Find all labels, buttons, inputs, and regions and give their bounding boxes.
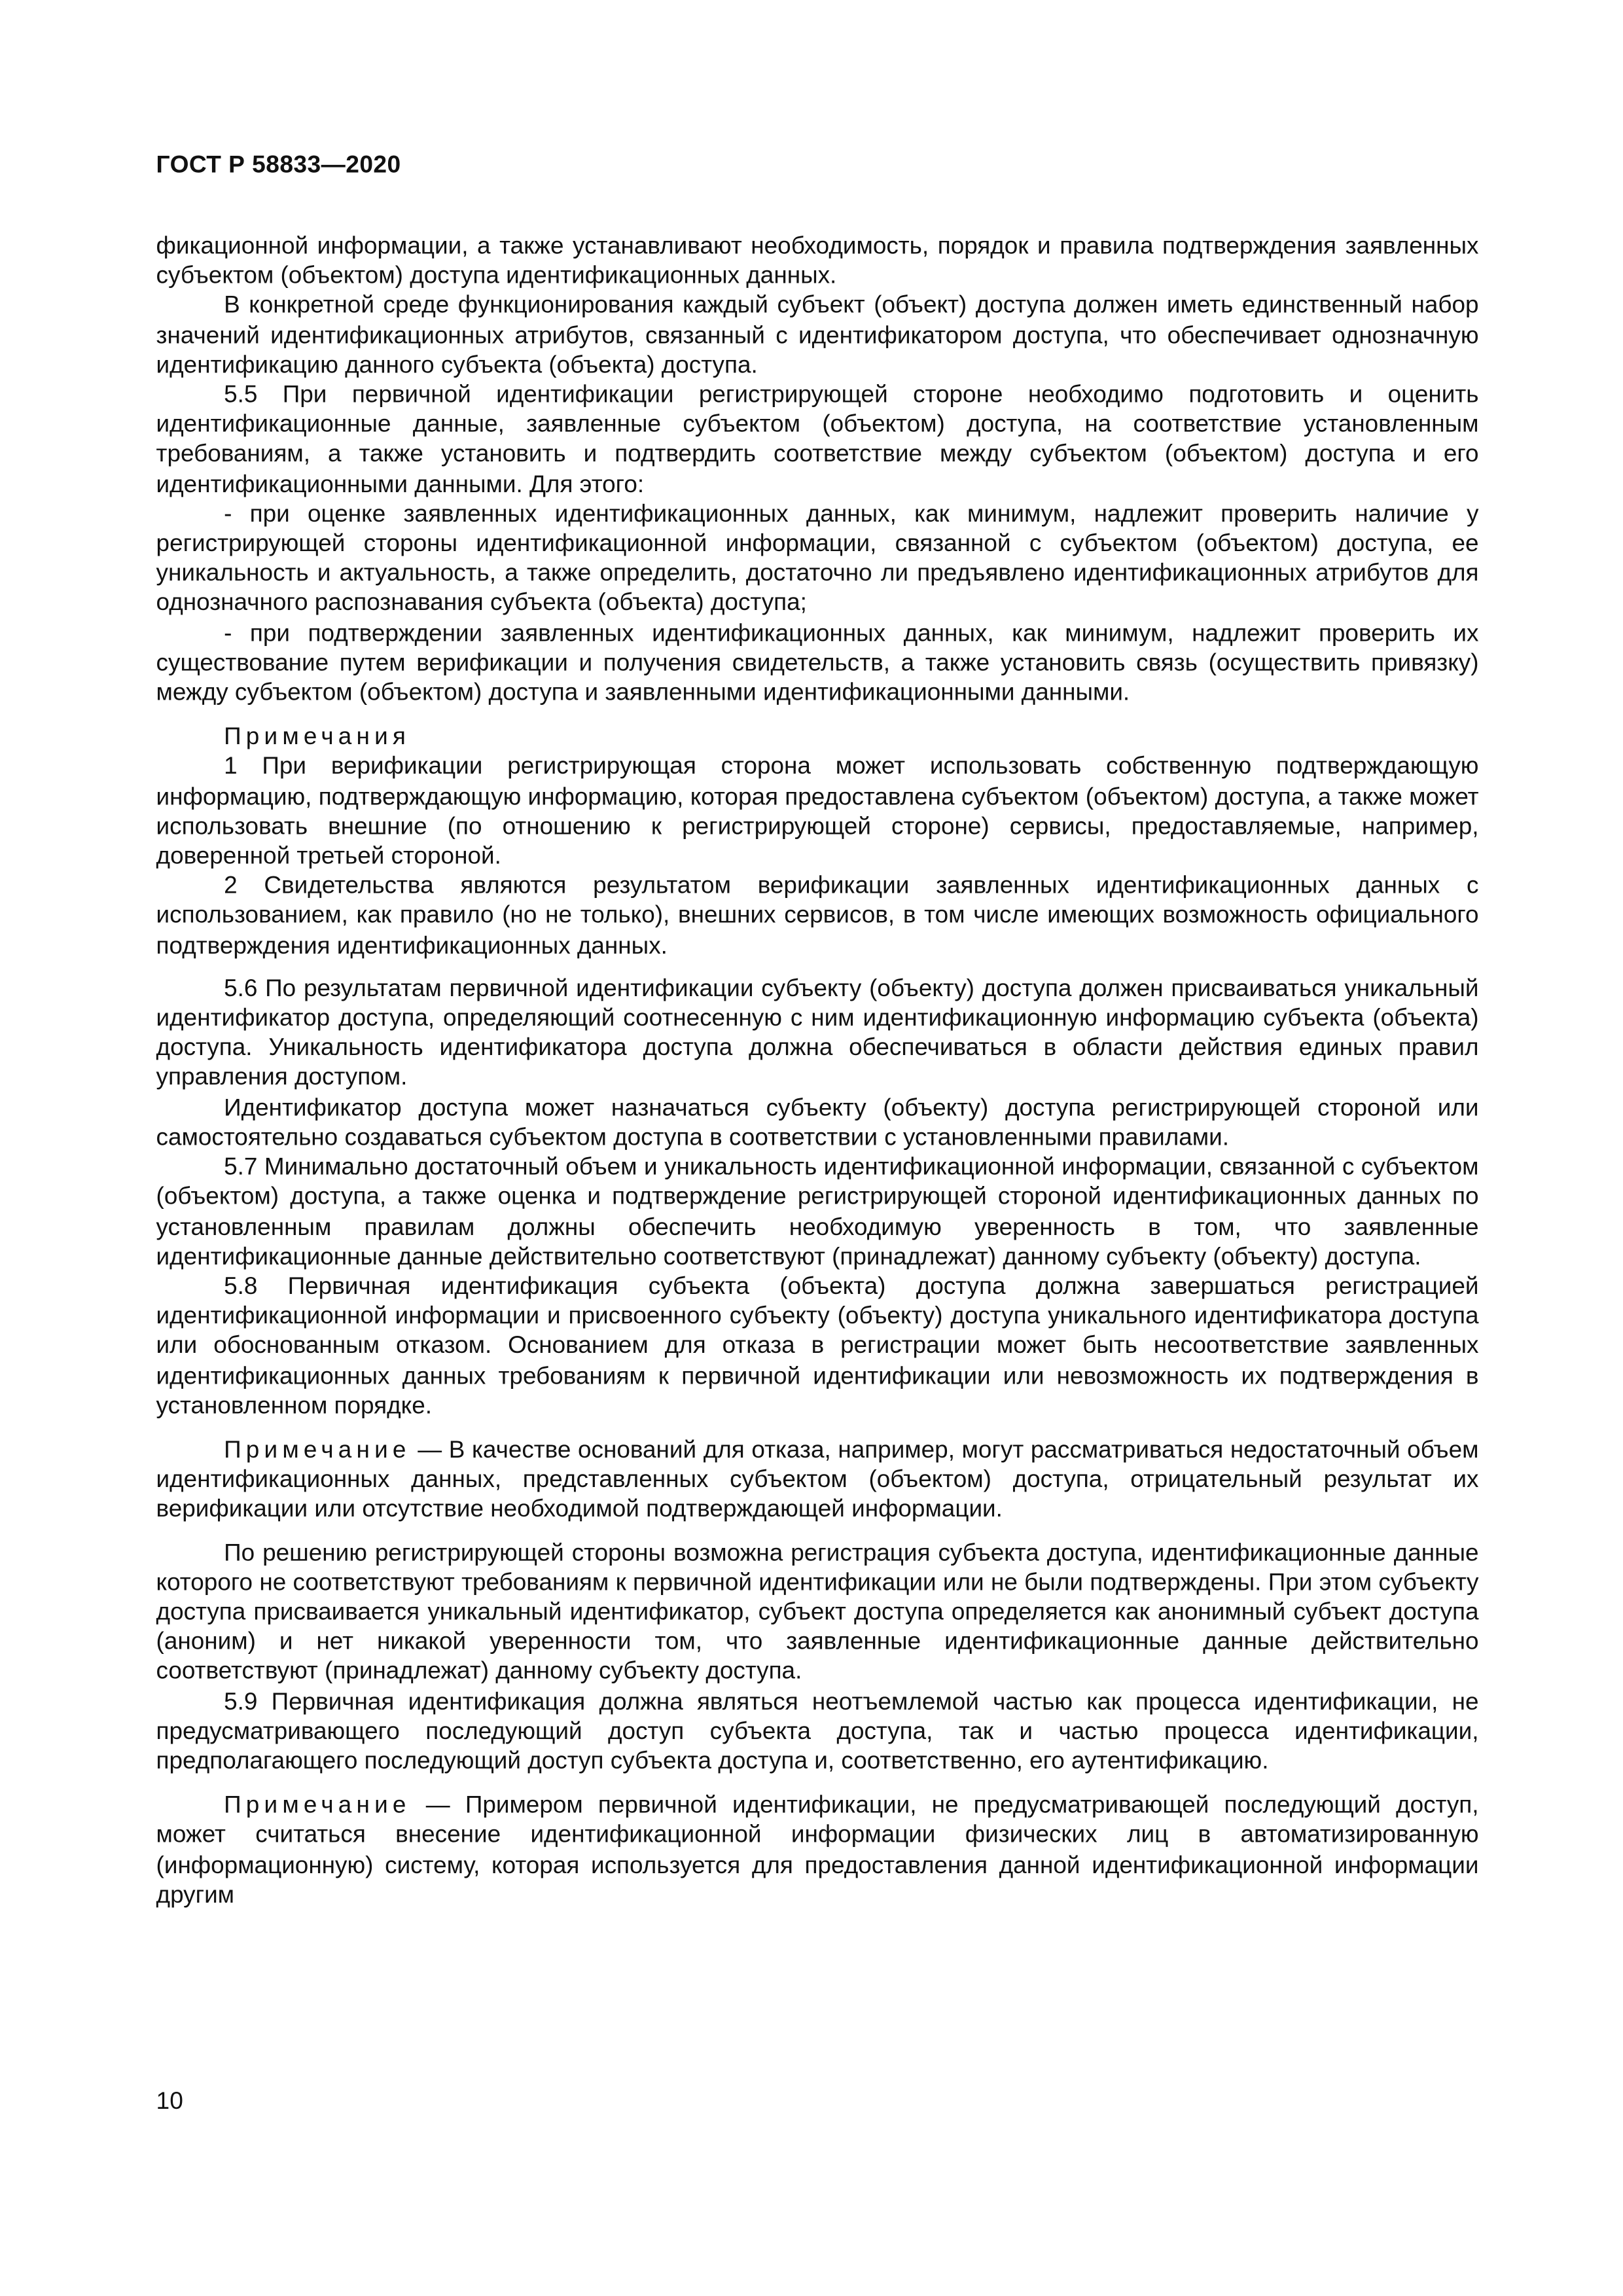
page-body xyxy=(156,232,1479,1910)
document-code-header: ГОСТ Р 58833—2020 xyxy=(156,151,401,179)
note-example-text: — Примером первичной идентификации, не предусматривающей последующий доступ, может считаться внесение идентификационной информации физических лиц в автоматизированную (информационную) систему, которая используется для предоставления данной идентификационной информации другим xyxy=(156,1792,1479,1909)
note-refusal-text: — В качестве оснований для отказа, например, могут рассматриваться недостаточный объем идентификационных данных, представленных субъектом (объектом) доступа, отрицательный результат их верификации или отсутствие необходимой подтверждающей информации. xyxy=(156,1437,1479,1523)
note-example-block xyxy=(156,1791,1479,1910)
paragraph-5-9: 5.9 Первичная идентификация должна являться неотъемлемой частью как процесса идентификации, не предусматривающего последующий доступ субъекта доступа, так и частью процесса идентификации, предполагающего последующий доступ субъекта доступа и, соответственно, его аутентификацию. xyxy=(156,1688,1479,1774)
note-1: 1 При верификации регистрирующая сторона может использовать собственную подтверждающую информацию, подтверждающую информацию, которая предоставлена субъектом (объектом) доступа, а также может использовать внешние (по отношению к регистрирующей стороне) сервисы, предоставляемые, например, доверенной третьей стороной. xyxy=(156,753,1479,870)
paragraph-continuation: фикационной информации, а также устанавливают необходимость, порядок и правила подтверждения заявленных субъектом (объектом) доступа идентификационных данных. xyxy=(156,232,1479,289)
paragraph-5-8: 5.8 Первичная идентификация субъекта (объекта) доступа должна завершаться регистрацией идентификационной информации и присвоенного субъекту (объекту) доступа уникального идентификатора доступа или обоснованным отказом. Основанием для отказа в регистрации может быть несоответствие заявленных идентификационных данных требованиям к первичной идентификации или невозможность их подтверждения в установленном порядке. xyxy=(156,1273,1479,1419)
paragraph-identifier-assignment: Идентификатор доступа может назначаться субъекту (объекту) доступа регистрирующей стороной или самостоятельно создаваться субъектом доступа в соответствии с установленными правилами. xyxy=(156,1094,1479,1151)
paragraph-5-7: 5.7 Минимально достаточный объем и уникальность идентификационной информации, связанной с субъектом (объектом) доступа, а также оценка и подтверждение регистрирующей стороной идентификационных данных по установленным правилам должны обеспечить необходимую уверенность в том, что заявленные идентификационные данные действительно соответствуют (принадлежат) данному субъекту (объекту) доступа. xyxy=(156,1154,1479,1270)
list-item-confirmation: - при подтверждении заявленных идентификационных данных, как минимум, надлежит проверить их существование путем верификации и получения свидетельств, а также установить связь (осуществить привязку) между субъектом (объектом) доступа и заявленными идентификационными данными. xyxy=(156,620,1479,706)
notes-block xyxy=(156,723,1479,961)
note-example xyxy=(156,1791,1479,1910)
note-refusal-block xyxy=(156,1435,1479,1524)
notes-title: Примечания xyxy=(224,724,411,751)
paragraph-5-5: 5.5 При первичной идентификации регистрирующей стороне необходимо подготовить и оценить идентификационные данные, заявленные субъектом (объектом) доступа, на соответствие установленным требованиям, а также установить и подтвердить соответствие между субъектом (объектом) доступа и его идентификационными данными. Для этого: xyxy=(156,382,1479,498)
paragraph-unique-set: В конкретной среде функционирования каждый субъект (объект) доступа должен иметь единственный набор значений идентификационных атрибутов, связанный с идентификатором доступа, что обеспечивает однозначную идентификацию данного субъекта (объекта) доступа. xyxy=(156,292,1479,379)
page-number: 10 xyxy=(156,2088,183,2115)
note-label: Примечание xyxy=(224,1792,411,1819)
note-label: Примечание xyxy=(224,1437,411,1463)
note-refusal xyxy=(156,1435,1479,1524)
note-2: 2 Свидетельства являются результатом верификации заявленных идентификационных данных с использованием, как правило (но не только), внешних сервисов, в том числе имеющих возможность официального подтверждения идентификационных данных. xyxy=(156,872,1479,960)
paragraph-5-6: 5.6 По результатам первичной идентификации субъекту (объекту) доступа должен присваиваться уникальный идентификатор доступа, определяющий соотнесенную с ним идентификационную информацию субъекта (объекта) доступа. Уникальность идентификатора доступа должна обеспечиваться в области действия единых правил управления доступом. xyxy=(156,975,1479,1092)
paragraph-anonymous-registration: По решению регистрирующей стороны возможна регистрация субъекта доступа, идентификационные данные которого не соответствуют требованиям к первичной идентификации или не были подтверждены. При этом субъекту доступа присваивается уникальный идентификатор, субъект доступа определяется как анонимный субъект доступа (аноним) и нет никакой уверенности том, что заявленные идентификационные данные действительно соответствуют (принадлежат) данному субъекту доступа. xyxy=(156,1539,1479,1685)
list-item-evaluation: - при оценке заявленных идентификационных данных, как минимум, надлежит проверить наличие у регистрирующей стороны идентификационной информации, связанной с субъектом (объектом) доступа, ее уникальность и актуальность, а также определить, достаточно ли предъявлено идентификационных атрибутов для однозначного распознавания субъекта (объекта) доступа; xyxy=(156,501,1479,617)
